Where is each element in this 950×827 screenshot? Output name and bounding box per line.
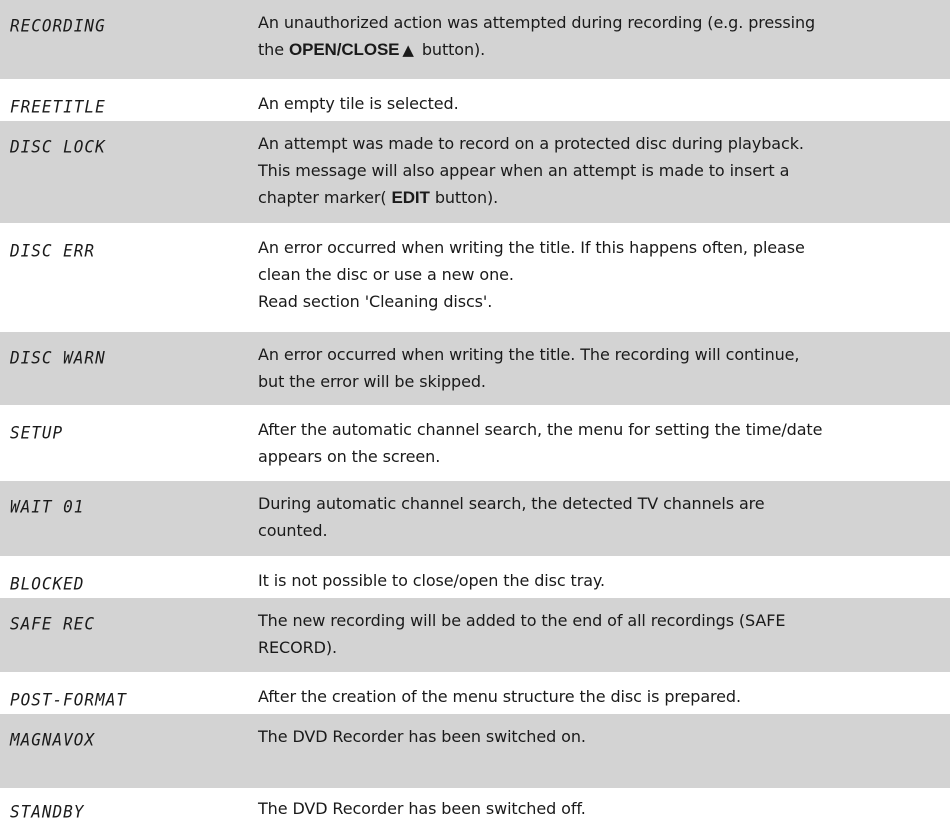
table-row [0,558,950,598]
message-description: An empty tile is selected. [258,94,459,113]
message-description: An error occurred when writing the title. If this happens often, please clean the disc or use a new one. Read section 'Cleaning discs'. [258,238,805,311]
display-code: POST-FORMAT [10,689,127,710]
description-text: An unauthorized action was attempted during recording (e.g. pressing [258,13,816,32]
table-row [0,332,950,407]
display-code: MAGNAVOX [10,729,96,750]
message-description: After the creation of the menu structure the disc is prepared. [258,687,741,706]
display-code: DISC LOCK [10,136,106,157]
button-name: OPEN/CLOSE [288,40,400,59]
button-name: EDIT [391,188,430,207]
table-row [0,81,950,121]
table-row [0,0,950,81]
display-code: SETUP [10,422,64,443]
message-description: During automatic channel search, the detected TV channels are counted. [258,494,765,540]
table-row [0,714,950,790]
display-code: RECORDING [10,15,106,36]
table-row [0,121,950,225]
table-row [0,407,950,481]
table-row [0,790,950,827]
table-row [0,481,950,558]
description-text: button). [429,188,499,207]
message-description: An error occurred when writing the title. The recording will continue, but the error will be skipped. [258,345,800,391]
message-description: After the automatic channel search, the menu for setting the time/date appears on the screen. [258,420,823,466]
eject-icon: ▲ [402,41,414,59]
message-description: The DVD Recorder has been switched off. [258,799,586,818]
display-code: DISC WARN [10,347,106,368]
display-code: FREETITLE [10,96,106,117]
message-description [258,0,950,64]
message-description: The DVD Recorder has been switched on. [258,727,586,746]
display-code: WAIT 01 [10,496,85,517]
description-text: chapter marker( [258,188,392,207]
message-description: The new recording will be added to the end of all recordings (SAFE RECORD). [258,611,786,657]
description-text: button). [416,40,486,59]
display-code: BLOCKED [10,573,85,594]
display-code: SAFE REC [10,613,96,634]
message-description [258,121,950,211]
message-description: It is not possible to close/open the disc tray. [258,571,605,590]
display-code: DISC ERR [10,240,96,261]
table-row [0,598,950,674]
table-row [0,674,950,714]
description-text: An attempt was made to record on a protected disc during playback. [258,134,804,153]
description-text: the [258,40,289,59]
display-code: STANDBY [10,801,85,822]
table-row [0,225,950,332]
description-text: This message will also appear when an attempt is made to insert a [258,161,790,180]
